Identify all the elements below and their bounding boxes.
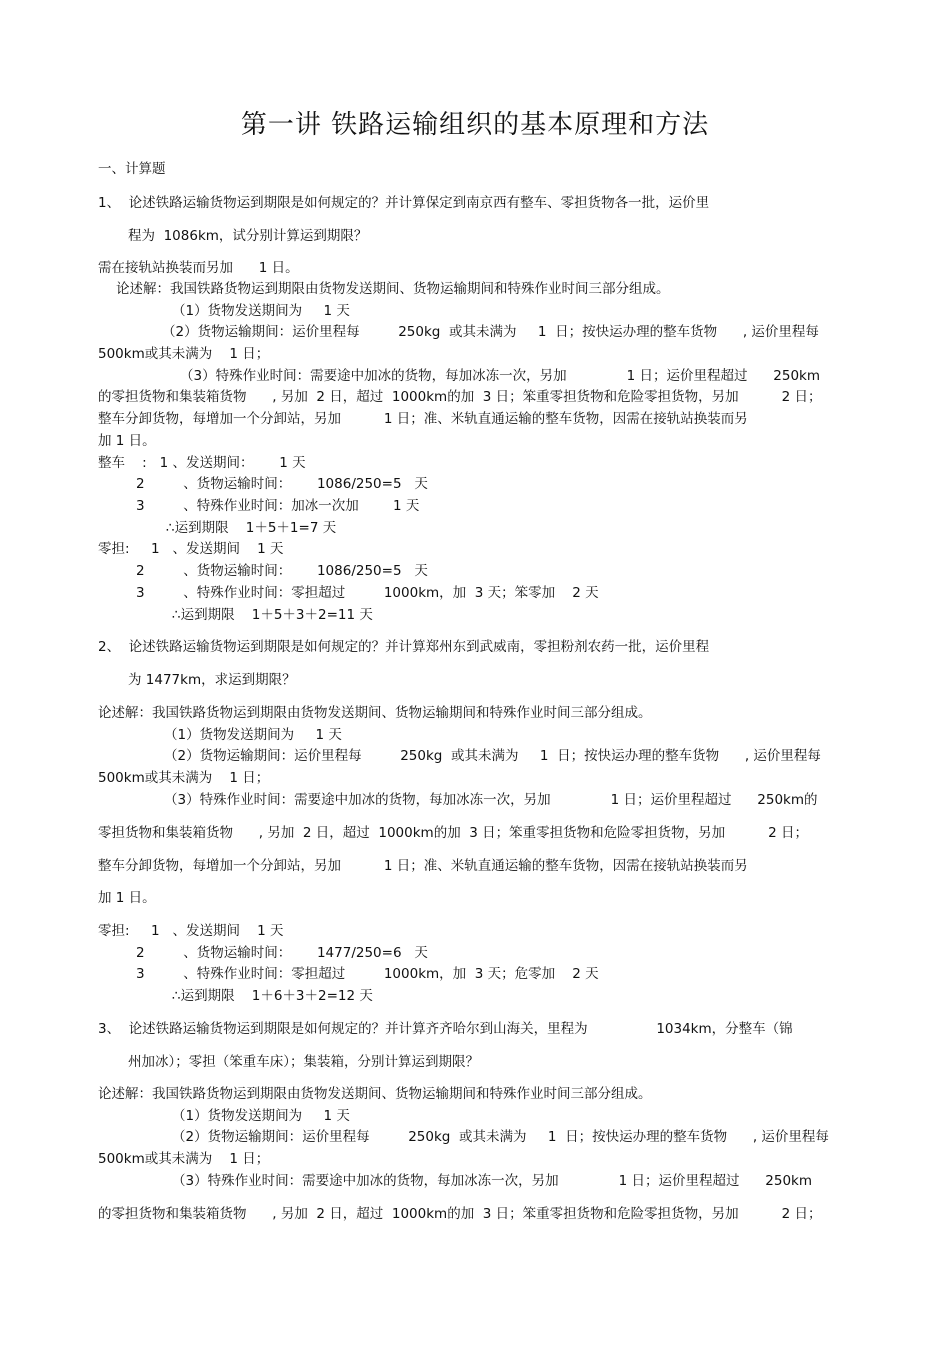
text-line: 整车 : 1 、发送期间： 1 天 bbox=[98, 455, 306, 471]
text-line: 州加冰）；零担（笨重车床）；集装箱，分别计算运到期限？ bbox=[128, 1054, 479, 1070]
text-line: 2 、货物运输时间： 1086/250=5 天 bbox=[136, 476, 428, 492]
text-line: 零担: 1 、发送期间 1 天 bbox=[98, 923, 284, 939]
text-line: 3 、特殊作业时间：零担超过 1000km，加 3 天；笨零加 2 天 bbox=[136, 585, 599, 601]
text-line: 500km或其未满为 1 日； bbox=[98, 770, 270, 786]
text-line: （1）货物发送期间为 1 天 bbox=[172, 303, 350, 319]
text-line: 程为 1086km，试分别计算运到期限？ bbox=[128, 228, 368, 244]
text-line: 论述解：我国铁路货物运到期限由货物发送期间、货物运输期间和特殊作业时间三部分组成。 bbox=[116, 281, 670, 297]
text-line: 2、 论述铁路运输货物运到期限是如何规定的？并计算郑州东到武威南，零担粉剂农药一批，运价里程 bbox=[98, 639, 710, 655]
text-line: 零担货物和集装箱货物 , 另加 2 日，超过 1000km的加 3 日；笨重零担货物和危险零担货物，另加 2 日； bbox=[98, 825, 808, 841]
text-line: 整车分卸货物，每增加一个分卸站，另加 1 日；准、米轨直通运输的整车货物，因需在接轨站换装而另 bbox=[98, 411, 748, 427]
text-line: ∴运到期限 1＋5＋1=7 天 bbox=[166, 520, 337, 536]
text-line: （3）特殊作业时间：需要途中加冰的货物，每加冰冻一次，另加 1 日；运价里程超过 250km bbox=[172, 1173, 813, 1189]
text-line: （2）货物运输期间：运价里程每 250kg 或其未满为 1 日；按快运办理的整车货物 , 运价里程每 bbox=[172, 1129, 829, 1145]
text-line: 的零担货物和集装箱货物 , 另加 2 日，超过 1000km的加 3 日；笨重零担货物和危险零担货物，另加 2 日； bbox=[98, 1206, 822, 1222]
text-line: 论述解：我国铁路货物运到期限由货物发送期间、货物运输期间和特殊作业时间三部分组成。 bbox=[98, 705, 652, 721]
text-line: （1）货物发送期间为 1 天 bbox=[172, 1108, 350, 1124]
text-line: 一、计算题 bbox=[98, 161, 166, 177]
text-line: ∴运到期限 1＋5＋3＋2=11 天 bbox=[172, 607, 373, 623]
text-line: 2 、货物运输时间： 1477/250=6 天 bbox=[136, 945, 428, 961]
text-line: ∴运到期限 1＋6＋3＋2=12 天 bbox=[172, 988, 373, 1004]
text-line: 加 1 日。 bbox=[98, 890, 156, 906]
text-line: 为 1477km，求运到期限？ bbox=[128, 672, 296, 688]
text-line: 论述解：我国铁路货物运到期限由货物发送期间、货物运输期间和特殊作业时间三部分组成。 bbox=[98, 1086, 652, 1102]
text-line: （2）货物运输期间：运价里程每 250kg 或其未满为 1 日；按快运办理的整车货物 , 运价里程每 bbox=[164, 748, 821, 764]
text-line: （2）货物运输期间：运价里程每 250kg 或其未满为 1 日；按快运办理的整车货物 , 运价里程每 bbox=[162, 324, 819, 340]
page-title: 第一讲 铁路运输组织的基本原理和方法 bbox=[240, 110, 710, 140]
text-line: （1）货物发送期间为 1 天 bbox=[164, 727, 342, 743]
text-line: 零担: 1 、发送期间 1 天 bbox=[98, 541, 284, 557]
text-line: 整车分卸货物，每增加一个分卸站，另加 1 日；准、米轨直通运输的整车货物，因需在接轨站换装而另 bbox=[98, 858, 748, 874]
text-line: （3）特殊作业时间：需要途中加冰的货物，每加冰冻一次，另加 1 日；运价里程超过 250km的 bbox=[164, 792, 818, 808]
text-line: 500km或其未满为 1 日； bbox=[98, 1151, 270, 1167]
text-line: （3）特殊作业时间：需要途中加冰的货物，每加冰冻一次，另加 1 日；运价里程超过 250km bbox=[180, 368, 821, 384]
text-line: 3 、特殊作业时间：加冰一次加 1 天 bbox=[136, 498, 420, 514]
text-line: 加 1 日。 bbox=[98, 433, 156, 449]
text-line: 的零担货物和集装箱货物 , 另加 2 日，超过 1000km的加 3 日；笨重零担货物和危险零担货物，另加 2 日； bbox=[98, 389, 822, 405]
text-line: 3、 论述铁路运输货物运到期限是如何规定的？并计算齐齐哈尔到山海关，里程为 1034km，分整车（锦 bbox=[98, 1021, 793, 1037]
text-line: 3 、特殊作业时间：零担超过 1000km，加 3 天；危零加 2 天 bbox=[136, 966, 599, 982]
text-line: 2 、货物运输时间： 1086/250=5 天 bbox=[136, 563, 428, 579]
text-line: 500km或其未满为 1 日； bbox=[98, 346, 270, 362]
text-line: 需在接轨站换装而另加 1 日。 bbox=[98, 260, 299, 276]
text-line: 1、 论述铁路运输货物运到期限是如何规定的？并计算保定到南京西有整车、零担货物各一批，运价里 bbox=[98, 195, 710, 211]
